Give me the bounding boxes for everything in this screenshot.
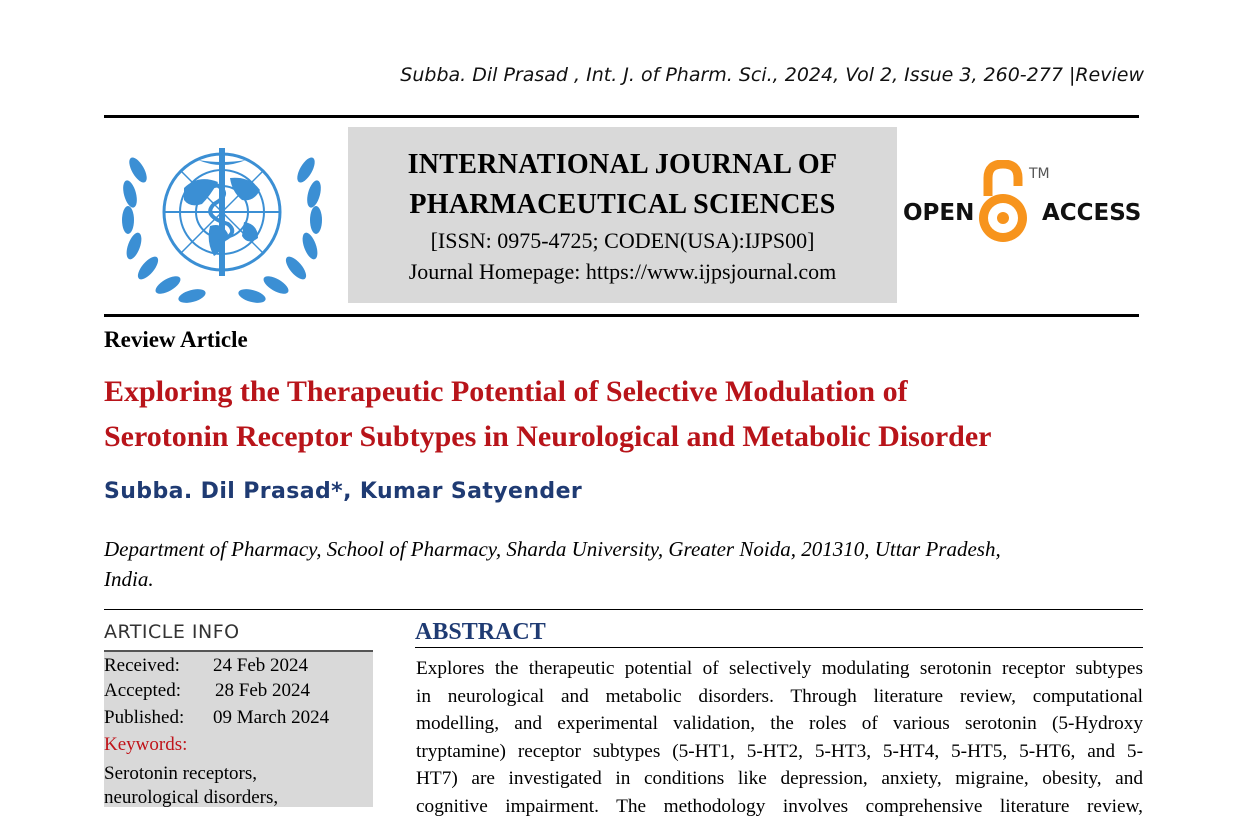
abstract-line: modelling, and experimental validation, the roles of various serotonin (5-Hydroxy xyxy=(416,710,1143,738)
abstract-heading: ABSTRACT xyxy=(415,619,546,646)
published-label: Published: xyxy=(104,707,213,729)
open-access-access-text: ACCESS xyxy=(1042,200,1141,226)
header-bottom-rule xyxy=(104,314,1139,317)
abstract-body xyxy=(416,655,1143,820)
journal-logo-icon xyxy=(118,130,326,306)
article-info-heading: ARTICLE INFO xyxy=(104,621,240,643)
received-value: 24 Feb 2024 xyxy=(213,655,308,676)
abstract-line: Explores the therapeutic potential of selectively modulating serotonin receptor subtypes xyxy=(416,655,1143,683)
header-top-rule xyxy=(104,115,1139,118)
abstract-line: HT7) are investigated in conditions like depression, anxiety, migraine, obesity, and xyxy=(416,765,1143,793)
author-affiliation xyxy=(104,534,1104,594)
abstract-line: cognitive impairment. The methodology involves comprehensive literature review, xyxy=(416,793,1143,820)
open-access-open-text: OPEN xyxy=(903,200,974,226)
open-access-logo-icon xyxy=(903,160,1143,250)
affiliation-line2: India. xyxy=(104,564,1104,594)
accepted-label: Accepted: xyxy=(104,680,215,702)
published-value: 09 March 2024 xyxy=(213,707,329,728)
open-access-tm: TM xyxy=(1028,166,1050,182)
section-divider xyxy=(104,609,1143,610)
journal-title-line1: INTERNATIONAL JOURNAL OF xyxy=(348,145,897,185)
journal-masthead xyxy=(348,127,897,303)
abstract-line: tryptamine) receptor subtypes (5-HT1, 5-HT2, 5-HT3, 5-HT4, 5-HT5, 5-HT6, and 5- xyxy=(416,738,1143,766)
published-row xyxy=(104,707,329,729)
received-row xyxy=(104,655,308,677)
article-info-box xyxy=(104,652,373,807)
accepted-row xyxy=(104,680,310,702)
article-title xyxy=(104,369,1154,459)
keywords-line1: Serotonin receptors, xyxy=(104,763,257,785)
running-head: Subba. Dil Prasad , Int. J. of Pharm. Sci., 2024, Vol 2, Issue 3, 260-277 |Review xyxy=(400,64,1144,86)
abstract-rule xyxy=(415,647,1143,648)
affiliation-line1: Department of Pharmacy, School of Pharmacy, Sharda University, Greater Noida, 201310, Uttar Pradesh, xyxy=(104,534,1104,564)
accepted-value: 28 Feb 2024 xyxy=(215,680,310,701)
journal-issn: [ISSN: 0975-4725; CODEN(USA):IJPS00] xyxy=(348,225,897,256)
journal-title-line2: PHARMACEUTICAL SCIENCES xyxy=(348,185,897,225)
received-label: Received: xyxy=(104,655,213,677)
journal-homepage[interactable]: Journal Homepage: https://www.ijpsjournal.com xyxy=(348,256,897,287)
article-authors: Subba. Dil Prasad*, Kumar Satyender xyxy=(104,479,582,504)
article-title-line1: Exploring the Therapeutic Potential of Selective Modulation of xyxy=(104,369,1154,414)
article-title-line2: Serotonin Receptor Subtypes in Neurological and Metabolic Disorder xyxy=(104,414,1154,459)
abstract-line: in neurological and metabolic disorders. Through literature review, computational xyxy=(416,683,1143,711)
article-type: Review Article xyxy=(104,327,248,353)
keywords-line2: neurological disorders, xyxy=(104,787,278,809)
keywords-label: Keywords: xyxy=(104,734,187,756)
